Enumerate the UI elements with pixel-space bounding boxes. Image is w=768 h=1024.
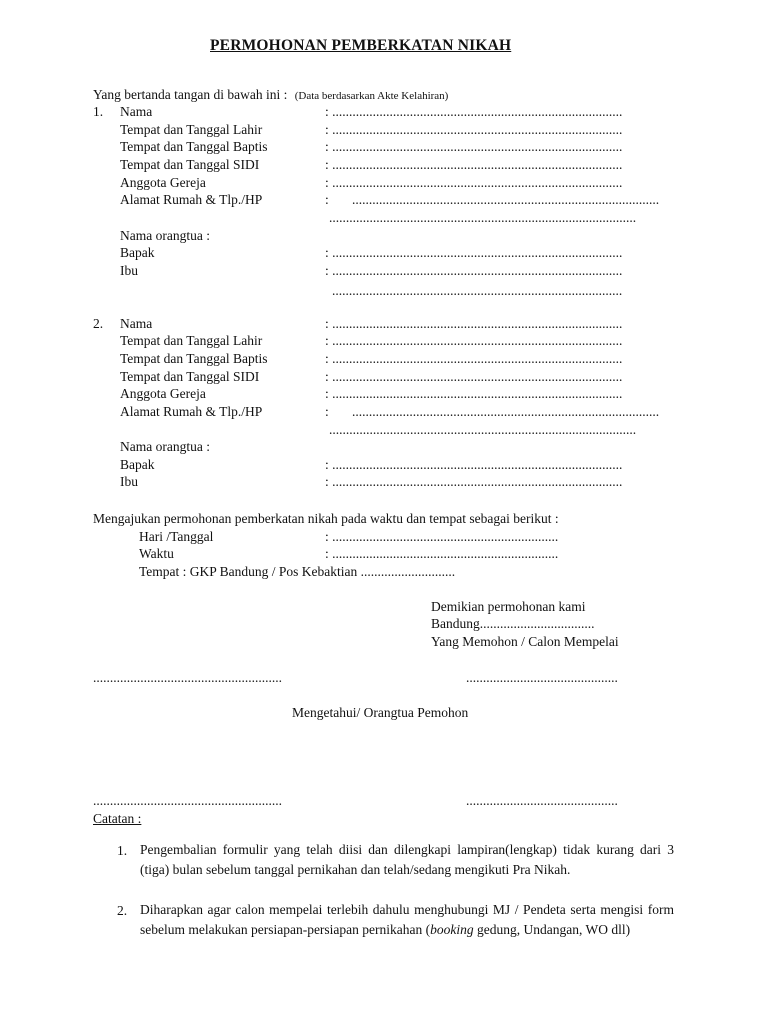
birth-label: Tempat dan Tanggal Lahir	[120, 122, 263, 137]
church-field[interactable]: : ......................................................................................	[325, 175, 623, 190]
place-field[interactable]: ............................	[360, 564, 456, 579]
acknowledge-label: Mengetahui/ Orangtua Pemohon	[292, 705, 469, 720]
address-field-line1[interactable]: ...........................................................................................	[352, 404, 660, 419]
birth-field[interactable]: : ......................................................................................	[325, 122, 623, 137]
sidi-field[interactable]: : ......................................................................................	[325, 369, 623, 384]
closing-city: Bandung	[431, 616, 480, 631]
time-label: Waktu	[139, 546, 174, 561]
note-2-text	[140, 900, 674, 939]
parents-extra-field[interactable]: ......................................................................................	[332, 283, 623, 298]
note-number: 2.	[117, 903, 128, 918]
closing-city-field[interactable]: ..................................	[479, 616, 595, 631]
signature-right-1[interactable]: .............................................	[466, 670, 618, 685]
intro-lead-text: Yang bertanda tangan di bawah ini :	[93, 87, 288, 102]
baptis-label: Tempat dan Tanggal Baptis	[120, 351, 268, 366]
address-colon: :	[325, 192, 329, 207]
address-field-line2[interactable]: ...........................................................................................	[329, 210, 637, 225]
parents-label: Nama orangtua :	[120, 439, 210, 454]
place-line	[139, 565, 455, 579]
applicant-number: 1.	[93, 104, 104, 119]
applicant-number: 2.	[93, 316, 104, 331]
father-label: Bapak	[120, 245, 155, 260]
intro-note: (Data berdasarkan Akte Kelahiran)	[294, 90, 449, 102]
sidi-field[interactable]: : ......................................................................................	[325, 157, 623, 172]
closing-city-line	[431, 617, 595, 631]
birth-label: Tempat dan Tanggal Lahir	[120, 333, 263, 348]
church-field[interactable]: : ......................................................................................	[325, 386, 623, 401]
place-label: Tempat : GKP Bandung / Pos Kebaktian	[139, 564, 358, 579]
church-label: Anggota Gereja	[120, 175, 206, 190]
baptis-field[interactable]: : ......................................................................................	[325, 351, 623, 366]
mother-label: Ibu	[120, 263, 138, 278]
page-title: PERMOHONAN PEMBERKATAN NIKAH	[210, 37, 512, 54]
mother-label: Ibu	[120, 474, 138, 489]
address-colon: :	[325, 404, 329, 419]
name-field[interactable]: : ......................................................................................	[325, 316, 623, 331]
day-field[interactable]: : ...................................................................	[325, 529, 559, 544]
note-number: 1.	[117, 843, 128, 858]
day-label: Hari /Tanggal	[139, 529, 214, 544]
intro-lead	[93, 88, 448, 102]
father-field[interactable]: : ......................................................................................	[325, 457, 623, 472]
parents-label: Nama orangtua :	[120, 228, 210, 243]
address-field-line2[interactable]: ...........................................................................................	[329, 422, 637, 437]
note-2-text-italic: booking	[430, 921, 474, 937]
closing-line1: Demikian permohonan kami	[431, 599, 586, 614]
closing-line3: Yang Memohon / Calon Mempelai	[431, 634, 619, 649]
church-label: Anggota Gereja	[120, 386, 206, 401]
name-field[interactable]: : ......................................................................................	[325, 104, 623, 119]
mother-field[interactable]: : ......................................................................................	[325, 474, 623, 489]
father-field[interactable]: : ......................................................................................	[325, 245, 623, 260]
request-lead: Mengajukan permohonan pemberkatan nikah pada waktu dan tempat sebagai berikut :	[93, 511, 559, 526]
name-label: Nama	[120, 104, 153, 119]
time-field[interactable]: : ...................................................................	[325, 546, 559, 561]
baptis-label: Tempat dan Tanggal Baptis	[120, 139, 268, 154]
mother-field[interactable]: : ......................................................................................	[325, 263, 623, 278]
note-2-text-before: Diharapkan agar calon mempelai terlebih dahulu menghubungi MJ / Pendeta serta mengisi form sebelum melakukan persiapan-persiapan pernikahan (	[140, 902, 674, 937]
father-label: Bapak	[120, 457, 155, 472]
signature-right-2[interactable]: .............................................	[466, 793, 618, 808]
signature-left-1[interactable]: ........................................................	[93, 670, 282, 685]
note-2-text-after: gedung, Undangan, WO dll)	[473, 921, 631, 937]
address-label: Alamat Rumah & Tlp./HP	[120, 404, 263, 419]
signature-left-2[interactable]: ........................................................	[93, 793, 282, 808]
address-field-line1[interactable]: ...........................................................................................	[352, 192, 660, 207]
note-1-text: Pengembalian formulir yang telah diisi dan dilengkapi lampiran(lengkap) tidak kurang dari 3 (tiga) bulan sebelum tanggal pernikahan dan telah/sedang mengikuti Pra Nikah.	[140, 842, 674, 877]
sidi-label: Tempat dan Tanggal SIDI	[120, 369, 260, 384]
baptis-field[interactable]: : ......................................................................................	[325, 139, 623, 154]
birth-field[interactable]: : ......................................................................................	[325, 333, 623, 348]
address-label: Alamat Rumah & Tlp./HP	[120, 192, 263, 207]
notes-heading: Catatan :	[93, 811, 142, 826]
name-label: Nama	[120, 316, 153, 331]
sidi-label: Tempat dan Tanggal SIDI	[120, 157, 260, 172]
